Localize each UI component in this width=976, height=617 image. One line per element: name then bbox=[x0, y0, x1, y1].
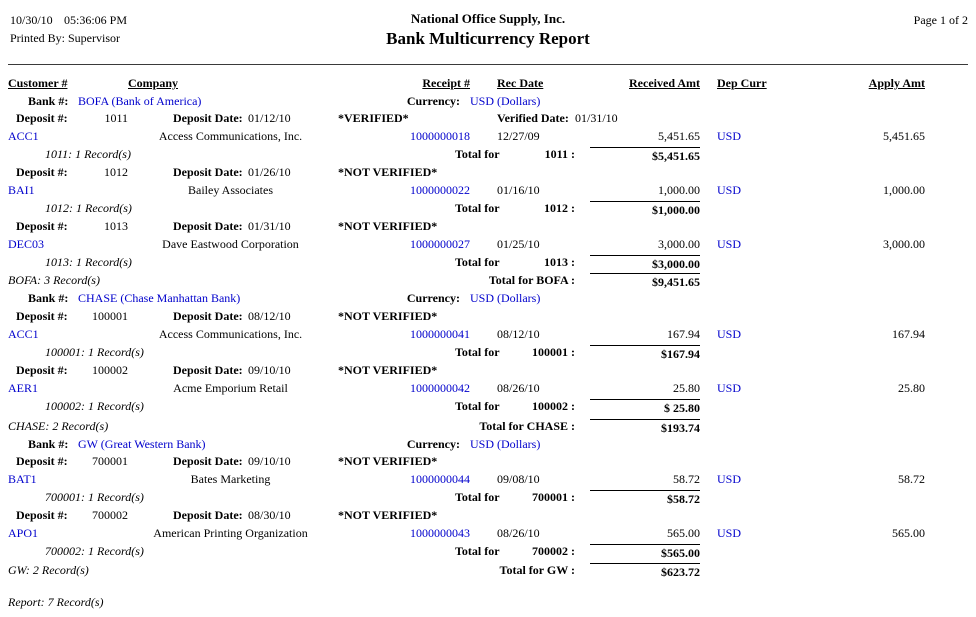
currency-link[interactable]: USD (Dollars) bbox=[470, 291, 541, 305]
bank-record-count: GW: 2 Record(s) bbox=[8, 563, 89, 577]
deposit-total-row bbox=[0, 544, 976, 562]
deposit-total-label: 1013 : bbox=[544, 255, 575, 269]
report-record-count: Report: 7 Record(s) bbox=[8, 595, 104, 609]
col-received-amt: Received Amt bbox=[629, 76, 700, 90]
apply-amount: 5,451.65 bbox=[883, 129, 925, 143]
deposit-total-row bbox=[0, 255, 976, 273]
report-total-row bbox=[0, 595, 976, 613]
deposit-record-count: 700002: 1 Record(s) bbox=[45, 544, 144, 558]
col-dep-curr: Dep Curr bbox=[717, 76, 767, 90]
receipt-number-link[interactable]: 1000000041 bbox=[410, 327, 470, 341]
received-amount: 565.00 bbox=[667, 526, 700, 540]
currency-link[interactable]: USD (Dollars) bbox=[470, 94, 541, 108]
deposit-total-label: 700002 : bbox=[532, 544, 575, 558]
bank-total-row bbox=[0, 563, 976, 581]
deposit-currency-link[interactable]: USD bbox=[717, 327, 742, 341]
receipt-row bbox=[0, 472, 976, 490]
deposit-date: 01/31/10 bbox=[248, 219, 291, 233]
col-apply-amt: Apply Amt bbox=[868, 76, 925, 90]
bank-code-link[interactable]: GW (Great Western Bank) bbox=[78, 437, 206, 451]
receipt-date: 01/25/10 bbox=[497, 237, 540, 251]
deposit-total-label: 1011 : bbox=[544, 147, 575, 161]
customer-code-link[interactable]: ACC1 bbox=[8, 129, 39, 143]
apply-amount: 1,000.00 bbox=[883, 183, 925, 197]
receipt-date: 12/27/09 bbox=[497, 129, 540, 143]
receipt-number-link[interactable]: 1000000018 bbox=[410, 129, 470, 143]
deposit-total-label: 700001 : bbox=[532, 490, 575, 504]
deposit-number: 100001 bbox=[92, 309, 128, 323]
bank-total-label: Total for CHASE : bbox=[479, 419, 575, 433]
received-amount: 25.80 bbox=[673, 381, 700, 395]
deposit-label: Deposit #: bbox=[16, 165, 68, 179]
col-receipt: Receipt # bbox=[422, 76, 470, 90]
deposit-total-amount: $167.94 bbox=[590, 345, 700, 362]
deposit-currency-link[interactable]: USD bbox=[717, 472, 742, 486]
apply-amount: 3,000.00 bbox=[883, 237, 925, 251]
bank-header-row bbox=[0, 94, 976, 112]
deposit-date: 09/10/10 bbox=[248, 454, 291, 468]
verified-date: 01/31/10 bbox=[575, 111, 618, 125]
bank-label: Bank #: bbox=[28, 437, 69, 451]
customer-code-link[interactable]: BAI1 bbox=[8, 183, 35, 197]
deposit-record-count: 100002: 1 Record(s) bbox=[45, 399, 144, 413]
received-amount: 1,000.00 bbox=[658, 183, 700, 197]
company-name: Acme Emporium Retail bbox=[173, 381, 288, 395]
received-amount: 5,451.65 bbox=[658, 129, 700, 143]
deposit-currency-link[interactable]: USD bbox=[717, 526, 742, 540]
col-company: Company bbox=[128, 76, 179, 90]
customer-code-link[interactable]: AER1 bbox=[8, 381, 38, 395]
deposit-number: 700001 bbox=[92, 454, 128, 468]
apply-amount: 58.72 bbox=[898, 472, 925, 486]
deposit-currency-link[interactable]: USD bbox=[717, 237, 742, 251]
deposit-record-count: 1011: 1 Record(s) bbox=[45, 147, 131, 161]
receipt-number-link[interactable]: 1000000042 bbox=[410, 381, 470, 395]
total-for-label: Total for bbox=[455, 399, 500, 413]
bank-label: Bank #: bbox=[28, 94, 69, 108]
apply-amount: 565.00 bbox=[892, 526, 925, 540]
bank-record-count: BOFA: 3 Record(s) bbox=[8, 273, 100, 287]
deposit-record-count: 100001: 1 Record(s) bbox=[45, 345, 144, 359]
deposit-total-amount: $ 25.80 bbox=[590, 399, 700, 416]
verified-date-label: Verified Date: bbox=[497, 111, 569, 125]
verification-status: *NOT VERIFIED* bbox=[338, 508, 438, 522]
currency-label: Currency: bbox=[406, 94, 460, 108]
company-name: American Printing Organization bbox=[153, 526, 308, 540]
deposit-total-amount: $565.00 bbox=[590, 544, 700, 561]
deposit-date: 09/10/10 bbox=[248, 363, 291, 377]
page-number: Page 1 of 2 bbox=[913, 13, 968, 27]
deposit-header-row bbox=[0, 219, 976, 237]
customer-code-link[interactable]: APO1 bbox=[8, 526, 39, 540]
deposit-label: Deposit #: bbox=[16, 309, 68, 323]
receipt-row bbox=[0, 237, 976, 255]
deposit-date-label: Deposit Date: bbox=[173, 309, 243, 323]
received-amount: 58.72 bbox=[673, 472, 700, 486]
report-title: Bank Multicurrency Report bbox=[386, 29, 590, 48]
company-name: Dave Eastwood Corporation bbox=[162, 237, 299, 251]
column-header-row bbox=[0, 76, 976, 94]
receipt-row bbox=[0, 183, 976, 201]
bank-label: Bank #: bbox=[28, 291, 69, 305]
deposit-number: 100002 bbox=[92, 363, 128, 377]
customer-code-link[interactable]: BAT1 bbox=[8, 472, 37, 486]
deposit-total-amount: $58.72 bbox=[590, 490, 700, 507]
received-amount: 3,000.00 bbox=[658, 237, 700, 251]
deposit-date-label: Deposit Date: bbox=[173, 363, 243, 377]
deposit-number: 700002 bbox=[92, 508, 128, 522]
verification-status: *NOT VERIFIED* bbox=[338, 454, 438, 468]
receipt-date: 08/12/10 bbox=[497, 327, 540, 341]
bank-header-row bbox=[0, 437, 976, 455]
total-for-label: Total for bbox=[455, 544, 500, 558]
deposit-date-label: Deposit Date: bbox=[173, 454, 243, 468]
verification-status: *NOT VERIFIED* bbox=[338, 165, 438, 179]
bank-total-amount: $9,451.65 bbox=[590, 273, 700, 290]
receipt-number-link[interactable]: 1000000022 bbox=[410, 183, 470, 197]
total-for-label: Total for bbox=[455, 201, 500, 215]
deposit-total-label: 100001 : bbox=[532, 345, 575, 359]
deposit-label: Deposit #: bbox=[16, 219, 68, 233]
total-for-label: Total for bbox=[455, 255, 500, 269]
deposit-total-amount: $5,451.65 bbox=[590, 147, 700, 164]
deposit-date: 01/12/10 bbox=[248, 111, 291, 125]
bank-header-row bbox=[0, 291, 976, 309]
deposit-number: 1013 bbox=[104, 219, 128, 233]
receipt-row bbox=[0, 327, 976, 345]
bank-total-row bbox=[0, 273, 976, 291]
verification-status: *NOT VERIFIED* bbox=[338, 309, 438, 323]
deposit-header-row bbox=[0, 309, 976, 327]
receipt-date: 08/26/10 bbox=[497, 526, 540, 540]
deposit-number: 1012 bbox=[104, 165, 128, 179]
deposit-record-count: 700001: 1 Record(s) bbox=[45, 490, 144, 504]
col-customer: Customer # bbox=[8, 76, 68, 90]
bank-code-link[interactable]: BOFA (Bank of America) bbox=[78, 94, 202, 108]
receipt-date: 09/08/10 bbox=[497, 472, 540, 486]
receipt-number-link[interactable]: 1000000027 bbox=[410, 237, 470, 251]
print-time: 05:36:06 PM bbox=[64, 13, 128, 27]
deposit-total-amount: $3,000.00 bbox=[590, 255, 700, 272]
bank-total-row bbox=[0, 419, 976, 437]
bank-total-label: Total for GW : bbox=[499, 563, 575, 577]
deposit-total-label: 1012 : bbox=[544, 201, 575, 215]
deposit-total-row bbox=[0, 490, 976, 508]
deposit-date-label: Deposit Date: bbox=[173, 508, 243, 522]
deposit-currency-link[interactable]: USD bbox=[717, 129, 742, 143]
verification-status: *VERIFIED* bbox=[338, 111, 409, 125]
deposit-total-row bbox=[0, 345, 976, 363]
bank-code-link[interactable]: CHASE (Chase Manhattan Bank) bbox=[78, 291, 241, 305]
printed-by: Printed By: Supervisor bbox=[10, 31, 120, 45]
company-name: Bates Marketing bbox=[190, 472, 271, 486]
apply-amount: 167.94 bbox=[892, 327, 925, 341]
deposit-date: 08/12/10 bbox=[248, 309, 291, 323]
deposit-record-count: 1012: 1 Record(s) bbox=[45, 201, 132, 215]
company-title: National Office Supply, Inc. bbox=[410, 11, 566, 26]
col-rec-date: Rec Date bbox=[497, 76, 544, 90]
total-for-label: Total for bbox=[455, 345, 500, 359]
deposit-record-count: 1013: 1 Record(s) bbox=[45, 255, 132, 269]
receipt-number-link[interactable]: 1000000043 bbox=[410, 526, 470, 540]
apply-amount: 25.80 bbox=[898, 381, 925, 395]
deposit-total-label: 100002 : bbox=[532, 399, 575, 413]
deposit-total-row bbox=[0, 399, 976, 417]
deposit-number: 1011 bbox=[104, 111, 128, 125]
deposit-label: Deposit #: bbox=[16, 454, 68, 468]
verification-status: *NOT VERIFIED* bbox=[338, 219, 438, 233]
deposit-header-row bbox=[0, 508, 976, 526]
receipt-date: 01/16/10 bbox=[497, 183, 540, 197]
deposit-total-row bbox=[0, 201, 976, 219]
receipt-row bbox=[0, 381, 976, 399]
deposit-date-label: Deposit Date: bbox=[173, 219, 243, 233]
currency-label: Currency: bbox=[406, 437, 460, 451]
deposit-date: 01/26/10 bbox=[248, 165, 291, 179]
receipt-row bbox=[0, 129, 976, 147]
deposit-total-amount: $1,000.00 bbox=[590, 201, 700, 218]
deposit-date: 08/30/10 bbox=[248, 508, 291, 522]
deposit-header-row bbox=[0, 111, 976, 129]
bank-total-label: Total for BOFA : bbox=[488, 273, 575, 287]
customer-code-link[interactable]: DEC03 bbox=[8, 237, 44, 251]
customer-code-link[interactable]: ACC1 bbox=[8, 327, 39, 341]
company-name: Bailey Associates bbox=[188, 183, 273, 197]
receipt-date: 08/26/10 bbox=[497, 381, 540, 395]
company-name: Access Communications, Inc. bbox=[158, 129, 303, 143]
deposit-label: Deposit #: bbox=[16, 508, 68, 522]
deposit-date-label: Deposit Date: bbox=[173, 111, 243, 125]
deposit-date-label: Deposit Date: bbox=[173, 165, 243, 179]
currency-link[interactable]: USD (Dollars) bbox=[470, 437, 541, 451]
currency-label: Currency: bbox=[406, 291, 460, 305]
bank-total-amount: $623.72 bbox=[590, 563, 700, 580]
header-divider bbox=[8, 64, 968, 65]
total-for-label: Total for bbox=[455, 147, 500, 161]
deposit-label: Deposit #: bbox=[16, 363, 68, 377]
bank-total-amount: $193.74 bbox=[590, 419, 700, 436]
company-name: Access Communications, Inc. bbox=[158, 327, 303, 341]
print-date: 10/30/10 bbox=[10, 13, 53, 27]
receipt-number-link[interactable]: 1000000044 bbox=[410, 472, 470, 486]
deposit-currency-link[interactable]: USD bbox=[717, 381, 742, 395]
deposit-total-row bbox=[0, 147, 976, 165]
deposit-header-row bbox=[0, 165, 976, 183]
receipt-row bbox=[0, 526, 976, 544]
deposit-currency-link[interactable]: USD bbox=[717, 183, 742, 197]
bank-record-count: CHASE: 2 Record(s) bbox=[8, 419, 109, 433]
deposit-header-row bbox=[0, 363, 976, 381]
total-for-label: Total for bbox=[455, 490, 500, 504]
received-amount: 167.94 bbox=[667, 327, 700, 341]
deposit-label: Deposit #: bbox=[16, 111, 68, 125]
deposit-header-row bbox=[0, 454, 976, 472]
verification-status: *NOT VERIFIED* bbox=[338, 363, 438, 377]
